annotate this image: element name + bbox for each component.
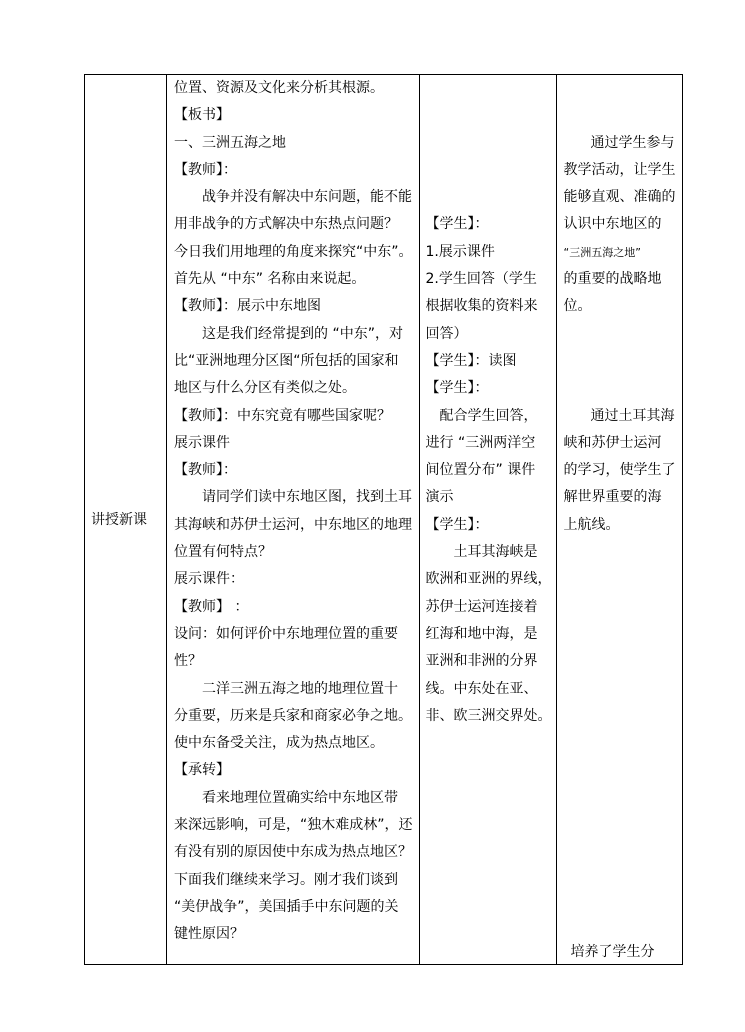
text-line: 【教师】： — [174, 462, 237, 479]
lesson-plan-table — [84, 74, 683, 965]
text-line: 演示 — [425, 489, 454, 506]
text-line: 使中东备受关注，成为热点地区。 — [174, 735, 384, 752]
text-line: 配合学生回答， — [439, 407, 538, 424]
text-line: 这是我们经常提到的 “中东”，对 — [202, 325, 403, 342]
text-line: 认识中东地区的 — [563, 216, 662, 233]
text-line: 一、三洲五海之地 — [174, 134, 286, 151]
text-line: 间位置分布” 课件 — [425, 462, 536, 479]
text-line: 键性原因？ — [174, 926, 244, 943]
student-activity-cell — [419, 75, 556, 965]
text-line: “三洲五海之地” — [563, 245, 641, 259]
text-line: 地区与什么分区有类似之处。 — [174, 380, 356, 397]
text-line: 的学习，使学生了 — [563, 462, 676, 479]
text-line: 【教师】： — [174, 161, 237, 178]
text-line: 比“亚洲地理分区图“所包括的国家和 — [174, 352, 399, 369]
text-line: 亚洲和非洲的分界 — [425, 653, 538, 670]
text-line: 【学生】：读图 — [425, 352, 517, 369]
text-line: 教学活动，让学生 — [563, 161, 676, 178]
text-line: 位置、资源及文化来分析其根源。 — [174, 80, 384, 96]
text-line: 【教师】 ： — [174, 598, 249, 615]
text-line: 回答） — [425, 325, 468, 342]
text-line: 培养了学生分 — [570, 944, 655, 960]
text-line: 苏伊士运河连接着 — [425, 598, 538, 615]
text-line: 线。中东处在亚、 — [425, 680, 538, 697]
text-line: 二洋三洲五海之地的地理位置十 — [202, 680, 398, 697]
text-line: 来深远影响，可是，“独木难成林”，还 — [174, 817, 413, 834]
teacher-activity-cell — [167, 75, 420, 965]
text-line: 根据收集的资料来 — [425, 298, 538, 315]
text-line: 战争并没有解决中东问题，能不能 — [202, 189, 412, 206]
text-line: 【教师】：中东究竟有哪些国家呢？ — [174, 407, 391, 424]
text-line: 通过土耳其海 — [590, 407, 675, 424]
text-line: 下面我们继续来学习。刚才我们谈到 — [174, 871, 398, 888]
text-line: 解世界重要的海 — [563, 489, 662, 506]
text-line: 【学生】： — [425, 380, 489, 397]
text-line: 首先从 “中东” 名称由来说起。 — [174, 271, 366, 288]
text-line: 红海和地中海，是 — [425, 625, 538, 642]
text-line: 看来地理位置确实给中东地区带 — [202, 789, 398, 806]
text-line: 能够直观、准确的 — [563, 189, 676, 206]
text-line: 通过学生参与 — [590, 134, 675, 151]
stage-label: 讲授新课 — [91, 511, 147, 528]
text-line: 展示课件 — [174, 434, 230, 451]
text-line: 请同学们读中东地区图，找到土耳 — [202, 489, 412, 506]
text-line: 【学生】： — [425, 516, 489, 533]
stage-cell — [85, 75, 167, 965]
text-line: 2.学生回答（学生 — [425, 271, 537, 288]
text-line: 性？ — [174, 653, 202, 670]
table-row — [85, 75, 683, 965]
design-intent-cell — [556, 75, 682, 965]
text-line: 非、欧三洲交界处。 — [425, 707, 552, 724]
text-line: 【承转】 — [174, 762, 230, 779]
student-activity-text — [420, 75, 556, 730]
text-line: 分重要，历来是兵家和商家必争之地。 — [174, 707, 412, 724]
text-line: 其海峡和苏伊士运河，中东地区的地理 — [174, 516, 412, 533]
text-line: 【板书】 — [174, 107, 230, 124]
text-line: 峡和苏伊士运河 — [563, 434, 662, 451]
text-line: 展示课件： — [174, 571, 244, 588]
text-line: 欧洲和亚洲的界线， — [425, 571, 552, 588]
text-line: 上航线。 — [563, 516, 620, 533]
text-line: 进行 “三洲两洋空 — [425, 434, 536, 451]
text-line: 【教师】：展示中东地图 — [174, 298, 321, 315]
text-line: 有没有别的原因使中东成为热点地区？ — [174, 844, 412, 861]
text-line: 【学生】： — [425, 216, 489, 233]
text-line: 今日我们用地理的角度来探究“中东”。 — [174, 243, 413, 260]
design-intent-text — [557, 75, 682, 539]
text-line: 位。 — [563, 298, 592, 315]
text-line: 设问：如何评价中东地理位置的重要 — [174, 625, 398, 642]
teacher-activity-text — [167, 75, 419, 949]
text-line: “美伊战争”，美国插手中东问题的关 — [174, 898, 399, 915]
text-line: 位置有何特点？ — [174, 544, 272, 561]
text-line: 1.展示课件 — [425, 243, 495, 260]
text-line: 的重要的战略地 — [563, 271, 662, 288]
text-line: 用非战争的方式解决中东热点问题？ — [174, 216, 398, 233]
text-line: 土耳其海峡是 — [453, 544, 538, 561]
